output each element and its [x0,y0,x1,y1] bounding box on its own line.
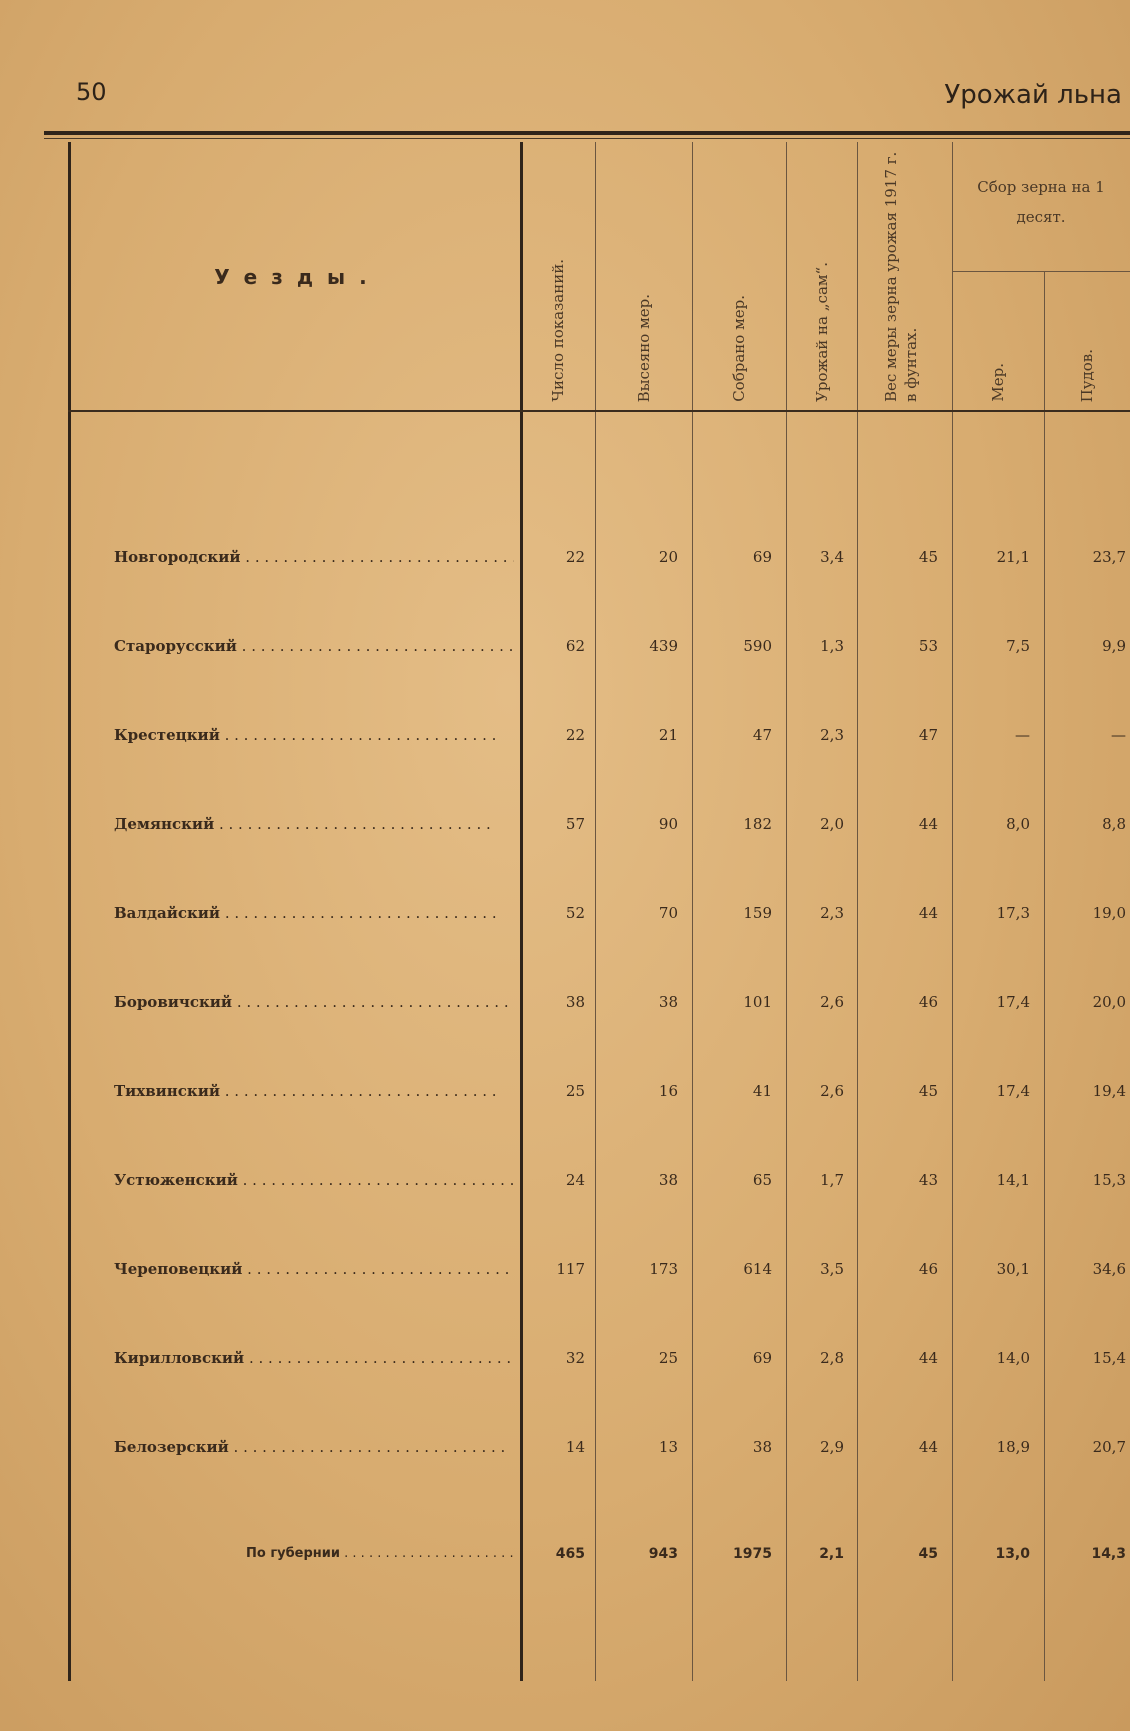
table-row [0,726,1130,766]
district-name: Старорусский . . . [114,637,514,655]
cell-count: 62 [565,637,585,655]
cell-sown: 21 [658,726,678,744]
cell-sown: 25 [658,1349,678,1367]
cell-harvested: 65 [752,1171,772,1189]
cell-count: 52 [565,904,585,922]
cell-harvested: 159 [743,904,772,922]
district-name: Тихвинский . . . [114,1082,514,1100]
cell-sown: 38 [658,1171,678,1189]
cell-harvested: 69 [752,548,772,566]
table-row [0,815,1130,855]
group-header: Сбор зерна на 1 десят. [977,178,1105,226]
cell-harvested: 614 [743,1260,772,1278]
cell-yield: 2,6 [820,1082,844,1100]
cell-measures: 7,5 [1006,637,1030,655]
cell-measures: — [1015,726,1030,744]
cell-yield: 1,3 [820,637,844,655]
cell-count: 57 [565,815,585,833]
table-row [0,548,1130,588]
cell-yield: 2,3 [820,904,844,922]
cell-count: 22 [565,548,585,566]
running-title: Урожай льна [944,80,1122,110]
district-name: Валдайский . . . [114,904,514,922]
cell-yield: 2,8 [820,1349,844,1367]
cell-poods: — [1111,726,1126,744]
cell-poods: 8,8 [1102,815,1126,833]
cell-sown: 20 [658,548,678,566]
cell-sown: 439 [649,637,678,655]
district-name: Крестецкий . . . [114,726,514,744]
cell-weight: 45 [918,548,938,566]
col-header-poods: Пудов. [1078,348,1096,402]
cell-harvested: 47 [752,726,772,744]
cell-harvested: 41 [752,1082,772,1100]
cell-yield: 2,6 [820,993,844,1011]
cell-weight: 43 [918,1171,938,1189]
cell-harvested: 69 [752,1349,772,1367]
cell-poods: 15,4 [1092,1349,1126,1367]
district-name: Новгородский . . . [114,548,514,566]
cell-poods: 19,0 [1092,904,1126,922]
cell-poods: 19,4 [1092,1082,1126,1100]
cell-poods: 14,3 [1091,1546,1126,1562]
page-number: 50 [76,78,107,106]
table-row [0,993,1130,1033]
total-row [0,1546,1130,1586]
cell-yield: 1,7 [820,1171,844,1189]
district-name: Устюженский . . . [114,1171,514,1189]
cell-poods: 20,0 [1092,993,1126,1011]
stub-header: Уезды. [214,265,381,289]
cell-sown: 16 [658,1082,678,1100]
group-sub-rule [952,271,1130,272]
cell-harvested: 182 [743,815,772,833]
cell-count: 117 [556,1260,585,1278]
cell-count: 25 [565,1082,585,1100]
cell-yield: 2,0 [820,815,844,833]
cell-harvested: 38 [752,1438,772,1456]
cell-count: 465 [555,1546,585,1562]
cell-measures: 17,3 [996,904,1030,922]
cell-sown: 173 [649,1260,678,1278]
district-name: Кирилловский . . . [114,1349,514,1367]
table-row [0,904,1130,944]
cell-poods: 20,7 [1092,1438,1126,1456]
col-header-measures: Мер. [989,363,1007,402]
cell-count: 24 [565,1171,585,1189]
cell-weight: 47 [918,726,938,744]
col-header-count: Число показаний. [548,259,567,402]
col-header-yield: Урожай на „сам“. [812,262,831,402]
cell-sown: 70 [658,904,678,922]
cell-yield: 3,4 [820,548,844,566]
cell-harvested: 101 [743,993,772,1011]
table-row [0,637,1130,677]
col-header-sown: Высеяно мер. [634,293,653,402]
cell-measures: 14,0 [996,1349,1030,1367]
col-header-harvested: Собрано мер. [730,295,748,402]
cell-harvested: 1975 [733,1546,772,1562]
cell-weight: 44 [918,815,938,833]
cell-sown: 943 [648,1546,678,1562]
cell-measures: 18,9 [996,1438,1030,1456]
cell-measures: 17,4 [996,1082,1030,1100]
district-name: Демянский . . . [114,815,514,833]
table-row [0,1349,1130,1389]
district-name: Череповецкий . . . [114,1260,514,1278]
top-rule-thin [44,138,1130,139]
cell-yield: 2,3 [820,726,844,744]
district-name: По губернии . . . [246,1546,514,1561]
top-rule [44,131,1130,135]
cell-weight: 45 [918,1082,938,1100]
cell-weight: 45 [918,1546,938,1562]
cell-poods: 15,3 [1092,1171,1126,1189]
cell-harvested: 590 [743,637,772,655]
cell-weight: 46 [918,993,938,1011]
cell-poods: 23,7 [1092,548,1126,566]
col-header-weight: Вес меры зерна урожая 1917 г. в фунтах. [881,151,920,402]
cell-measures: 13,0 [995,1546,1030,1562]
cell-weight: 44 [918,1438,938,1456]
cell-yield: 3,5 [820,1260,844,1278]
cell-measures: 30,1 [996,1260,1030,1278]
cell-measures: 21,1 [996,548,1030,566]
table-row [0,1438,1130,1478]
cell-count: 22 [565,726,585,744]
district-name: Белозерский . . . [114,1438,514,1456]
cell-sown: 13 [658,1438,678,1456]
cell-yield: 2,1 [819,1546,844,1562]
cell-measures: 8,0 [1006,815,1030,833]
cell-count: 14 [565,1438,585,1456]
cell-measures: 14,1 [996,1171,1030,1189]
cell-poods: 34,6 [1092,1260,1126,1278]
cell-yield: 2,9 [820,1438,844,1456]
cell-poods: 9,9 [1102,637,1126,655]
cell-weight: 53 [918,637,938,655]
cell-measures: 17,4 [996,993,1030,1011]
table-row [0,1171,1130,1211]
table-row [0,1260,1130,1300]
cell-weight: 44 [918,1349,938,1367]
cell-sown: 38 [658,993,678,1011]
cell-count: 32 [565,1349,585,1367]
header-bottom-rule [68,410,1130,412]
cell-weight: 44 [918,904,938,922]
cell-sown: 90 [658,815,678,833]
table-row [0,1082,1130,1122]
district-name: Боровичский . . . [114,993,514,1011]
cell-count: 38 [565,993,585,1011]
cell-weight: 46 [918,1260,938,1278]
